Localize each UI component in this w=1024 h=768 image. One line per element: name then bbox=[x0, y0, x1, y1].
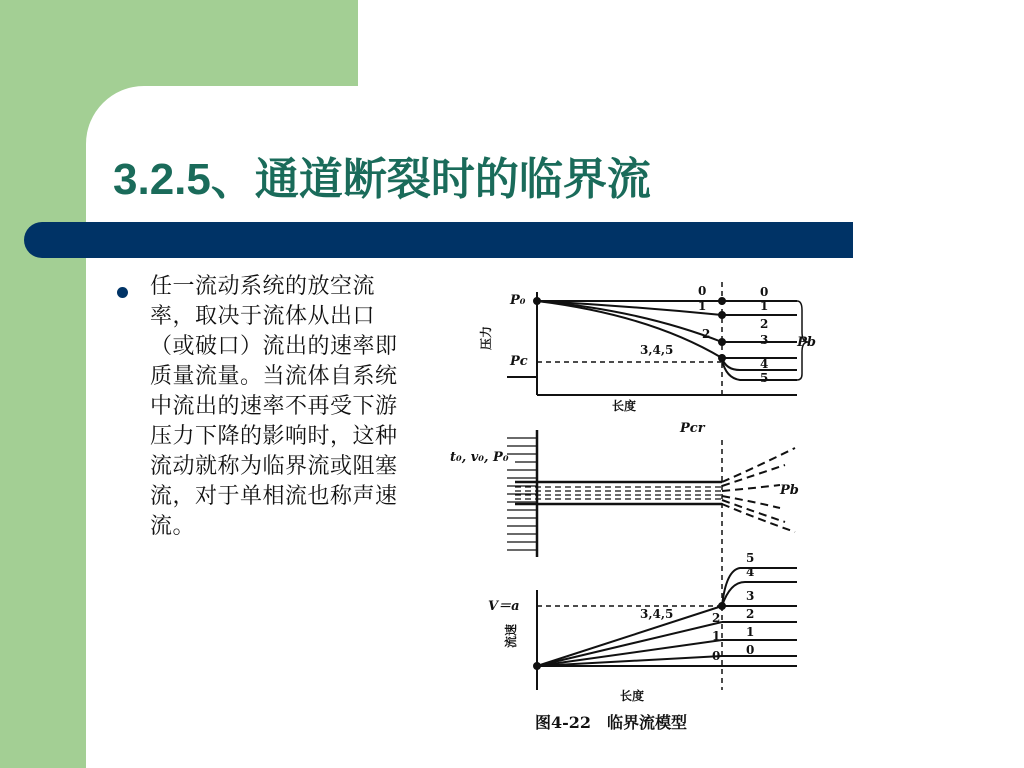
figure-caption: 图4-22 临界流模型 bbox=[535, 713, 688, 732]
right-label-3-top: 3 bbox=[760, 333, 769, 347]
right-label-1-top: 1 bbox=[760, 299, 769, 313]
right-label-4-bottom: 4 bbox=[746, 565, 755, 579]
critical-flow-figure bbox=[440, 270, 816, 740]
pressure-axis-label: 压力 bbox=[479, 325, 493, 350]
velocity-panel bbox=[534, 568, 798, 690]
length-axis-label-bottom: 长度 bbox=[620, 689, 645, 703]
length-axis-label-top: 长度 bbox=[612, 399, 637, 413]
right-label-0-bottom: 0 bbox=[746, 643, 755, 657]
pb-label-top: Pb bbox=[797, 335, 816, 350]
velocity-axis-label: 流速 bbox=[504, 623, 518, 648]
curve-label-1-top: 1 bbox=[698, 299, 707, 313]
curve-label-0-top: 0 bbox=[698, 284, 707, 298]
decor-title-bar bbox=[24, 222, 853, 258]
bullet-icon bbox=[117, 287, 128, 298]
right-label-5-top: 5 bbox=[760, 371, 769, 385]
va-label: V＝a bbox=[488, 599, 520, 614]
reservoir-state-label: t₀, v₀, P₀ bbox=[450, 450, 509, 465]
p0-label: P₀ bbox=[510, 293, 526, 308]
merged-curve-label-bottom: 3,4,5 bbox=[640, 607, 674, 621]
left-label-0-bottom: 0 bbox=[712, 649, 721, 663]
pcr-label: Pcr bbox=[680, 421, 705, 436]
right-label-3-bottom: 3 bbox=[746, 589, 755, 603]
right-label-1-bottom: 1 bbox=[746, 625, 755, 639]
left-label-1-bottom: 1 bbox=[712, 629, 721, 643]
right-label-4-top: 4 bbox=[760, 357, 769, 371]
right-label-2-top: 2 bbox=[760, 317, 769, 331]
merged-curve-label-top: 3,4,5 bbox=[640, 343, 674, 357]
left-label-2-bottom: 2 bbox=[712, 611, 721, 625]
slide-title: 3.2.5、通道断裂时的临界流 bbox=[113, 155, 651, 204]
pc-label: Pc bbox=[510, 354, 528, 369]
right-label-2-bottom: 2 bbox=[746, 607, 755, 621]
curve-label-2-top: 2 bbox=[702, 327, 711, 341]
pb-label-middle: Pb bbox=[780, 483, 799, 498]
right-label-5-bottom: 5 bbox=[746, 551, 755, 565]
bullet-text: 任一流动系统的放空流率，取决于流体从出口（或破口）流出的速率即质量流量。当流体自系统中流出的速率不再受下游压力下降的影响时，这种流动就称为临界流或阻塞流，对于单相流也称声速流。 bbox=[150, 274, 398, 539]
right-label-0-top: 0 bbox=[760, 285, 769, 299]
